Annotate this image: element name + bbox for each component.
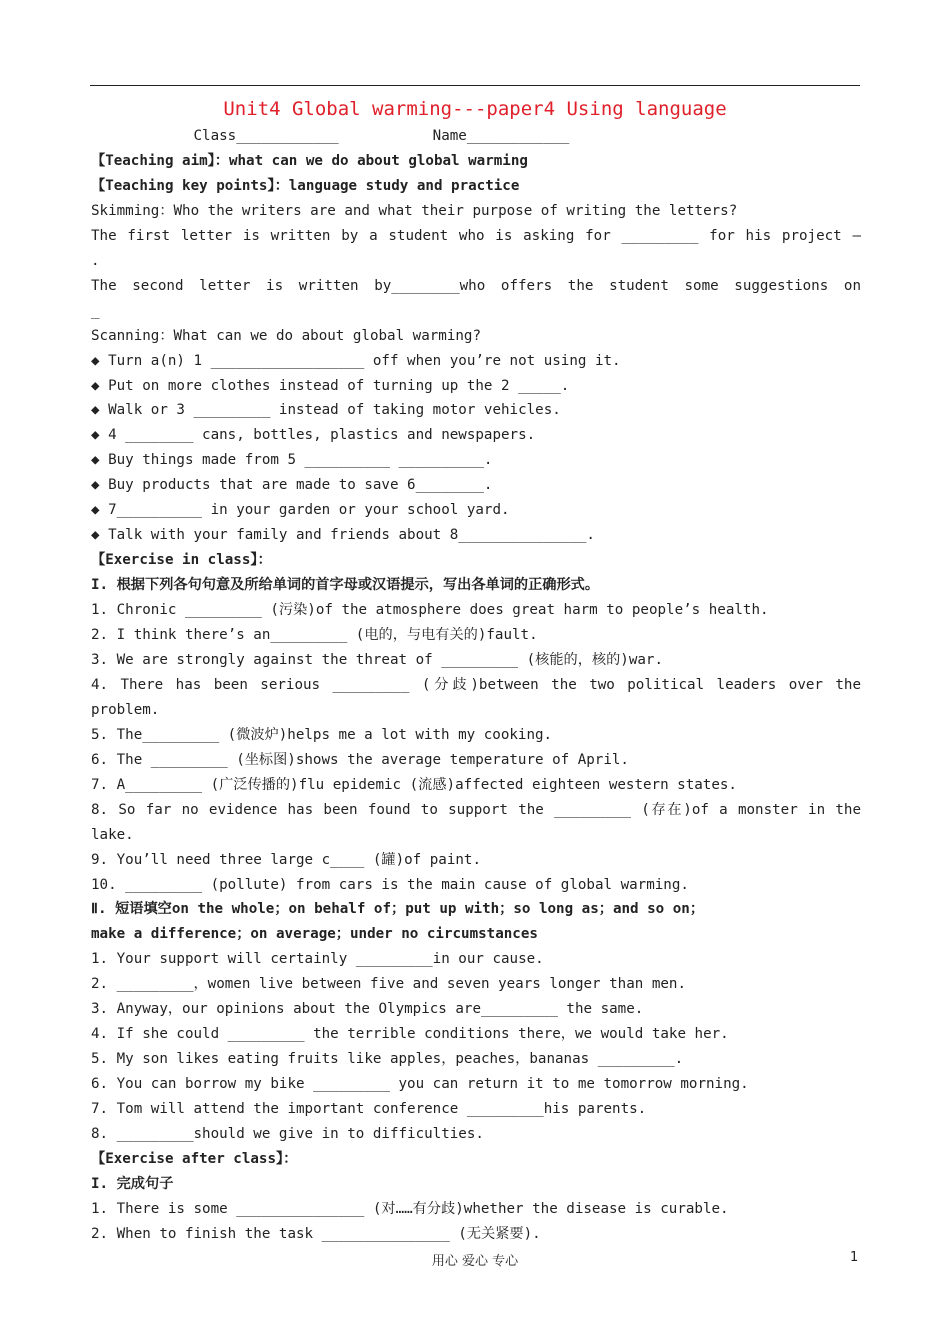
text-line: 1. There is some _______________ (对……有分歧)whether the disease is curable. <box>91 1200 729 1217</box>
text-line: lake. <box>91 826 134 843</box>
text-line: ◆ Put on more clothes instead of turning up the 2 _____. <box>91 377 570 394</box>
text-line: The first letter is written by a student who is asking for _________ for his project — <box>91 227 861 244</box>
text-line: problem. <box>91 701 160 718</box>
text-line: 1. Your support will certainly _________in our cause. <box>91 951 544 968</box>
text-line: 2. When to finish the task _______________ (无关紧要). <box>91 1225 541 1242</box>
text-line: 9. You’ll need three large c____ (罐)of paint. <box>91 851 482 868</box>
text-line: 6. You can borrow my bike _________ you can return it to me tomorrow morning. <box>91 1076 749 1093</box>
page-number: 1 <box>850 1250 859 1265</box>
text-line: ◆ Walk or 3 _________ instead of taking motor vehicles. <box>91 402 561 419</box>
text-line: ◆ Buy products that are made to save 6________. <box>91 477 493 494</box>
text-line: _ <box>91 302 100 319</box>
text-line: ◆ Talk with your family and friends about 8_______________. <box>91 527 595 544</box>
text-line: 【Teaching key points】：language study and practice <box>91 177 520 194</box>
text-line: ◆ Turn a(n) 1 __________________ off when you’re not using it. <box>91 352 621 369</box>
text-line: 【Teaching aim】：what can we do about global warming <box>91 152 528 169</box>
text-line: 10. _________ (pollute) from cars is the main cause of global warming. <box>91 876 689 893</box>
text-line: 3. Anyway，our opinions about the Olympics are_________ the same. <box>91 1001 644 1018</box>
text-line: 4. There has been serious _________ (分歧)between the two political leaders over the <box>91 676 861 693</box>
text-line: 4. If she could _________ the terrible conditions there，we would take her. <box>91 1026 729 1043</box>
text-line: 6. The _________ (坐标图)shows the average temperature of April. <box>91 751 629 768</box>
text-line: Skimming：Who the writers are and what their purpose of writing the letters? <box>91 202 738 219</box>
text-line: 7. A_________ (广泛传播的)flu epidemic (流感)affected eighteen western states. <box>91 776 737 793</box>
text-line: 8. _________should we give in to difficulties. <box>91 1126 484 1142</box>
text-line: 8. So far no evidence has been found to support the _________ (存在)of a monster in the <box>91 801 861 818</box>
text-line: make a difference；on average；under no circumstances <box>91 926 538 943</box>
text-line: ◆ Buy things made from 5 __________ __________. <box>91 452 493 469</box>
text-line: 1. Chronic _________ (污染)of the atmosphere does great harm to people’s health. <box>91 602 769 619</box>
text-line: 3. We are strongly against the threat of _________ (核能的，核的)war. <box>91 651 663 668</box>
text-line: 2. I think there’s an_________ (电的，与电有关的)fault. <box>91 627 538 643</box>
text-line: 7. Tom will attend the important conference _________his parents. <box>91 1101 647 1118</box>
text-line: 2. _________，women live between five and seven years longer than men. <box>91 976 687 993</box>
text-line: I. 完成句子 <box>91 1175 174 1192</box>
text-line: 【Exercise in class】： <box>91 552 272 569</box>
text-line: ◆ 7__________ in your garden or your school yard. <box>91 502 510 519</box>
text-line: Ⅱ. 短语填空on the whole；on behalf of；put up with；so long as；and so on； <box>91 901 705 918</box>
text-line: Class____________ Name____________ <box>91 128 570 144</box>
text-line: I. 根据下列各句句意及所给单词的首字母或汉语提示，写出各单词的正确形式。 <box>91 577 600 594</box>
text-line: The second letter is written by________who offers the student some suggestions on <box>91 277 861 294</box>
text-line: Scanning：What can we do about global warming? <box>91 327 482 344</box>
text-line: ◆ 4 ________ cans, bottles, plastics and newspapers. <box>91 427 536 444</box>
text-line: 5. The_________ (微波炉)helps me a lot with my cooking. <box>91 726 553 743</box>
document-title: Unit4 Global warming---paper4 Using language <box>223 98 727 120</box>
text-line: . <box>91 252 100 269</box>
text-line: 5. My son likes eating fruits like apples，peaches，bananas _________. <box>91 1051 684 1068</box>
text-line: 【Exercise after class】： <box>91 1150 298 1167</box>
page-footer: 用心 爱心 专心 <box>431 1254 519 1269</box>
header-rule <box>90 85 860 86</box>
